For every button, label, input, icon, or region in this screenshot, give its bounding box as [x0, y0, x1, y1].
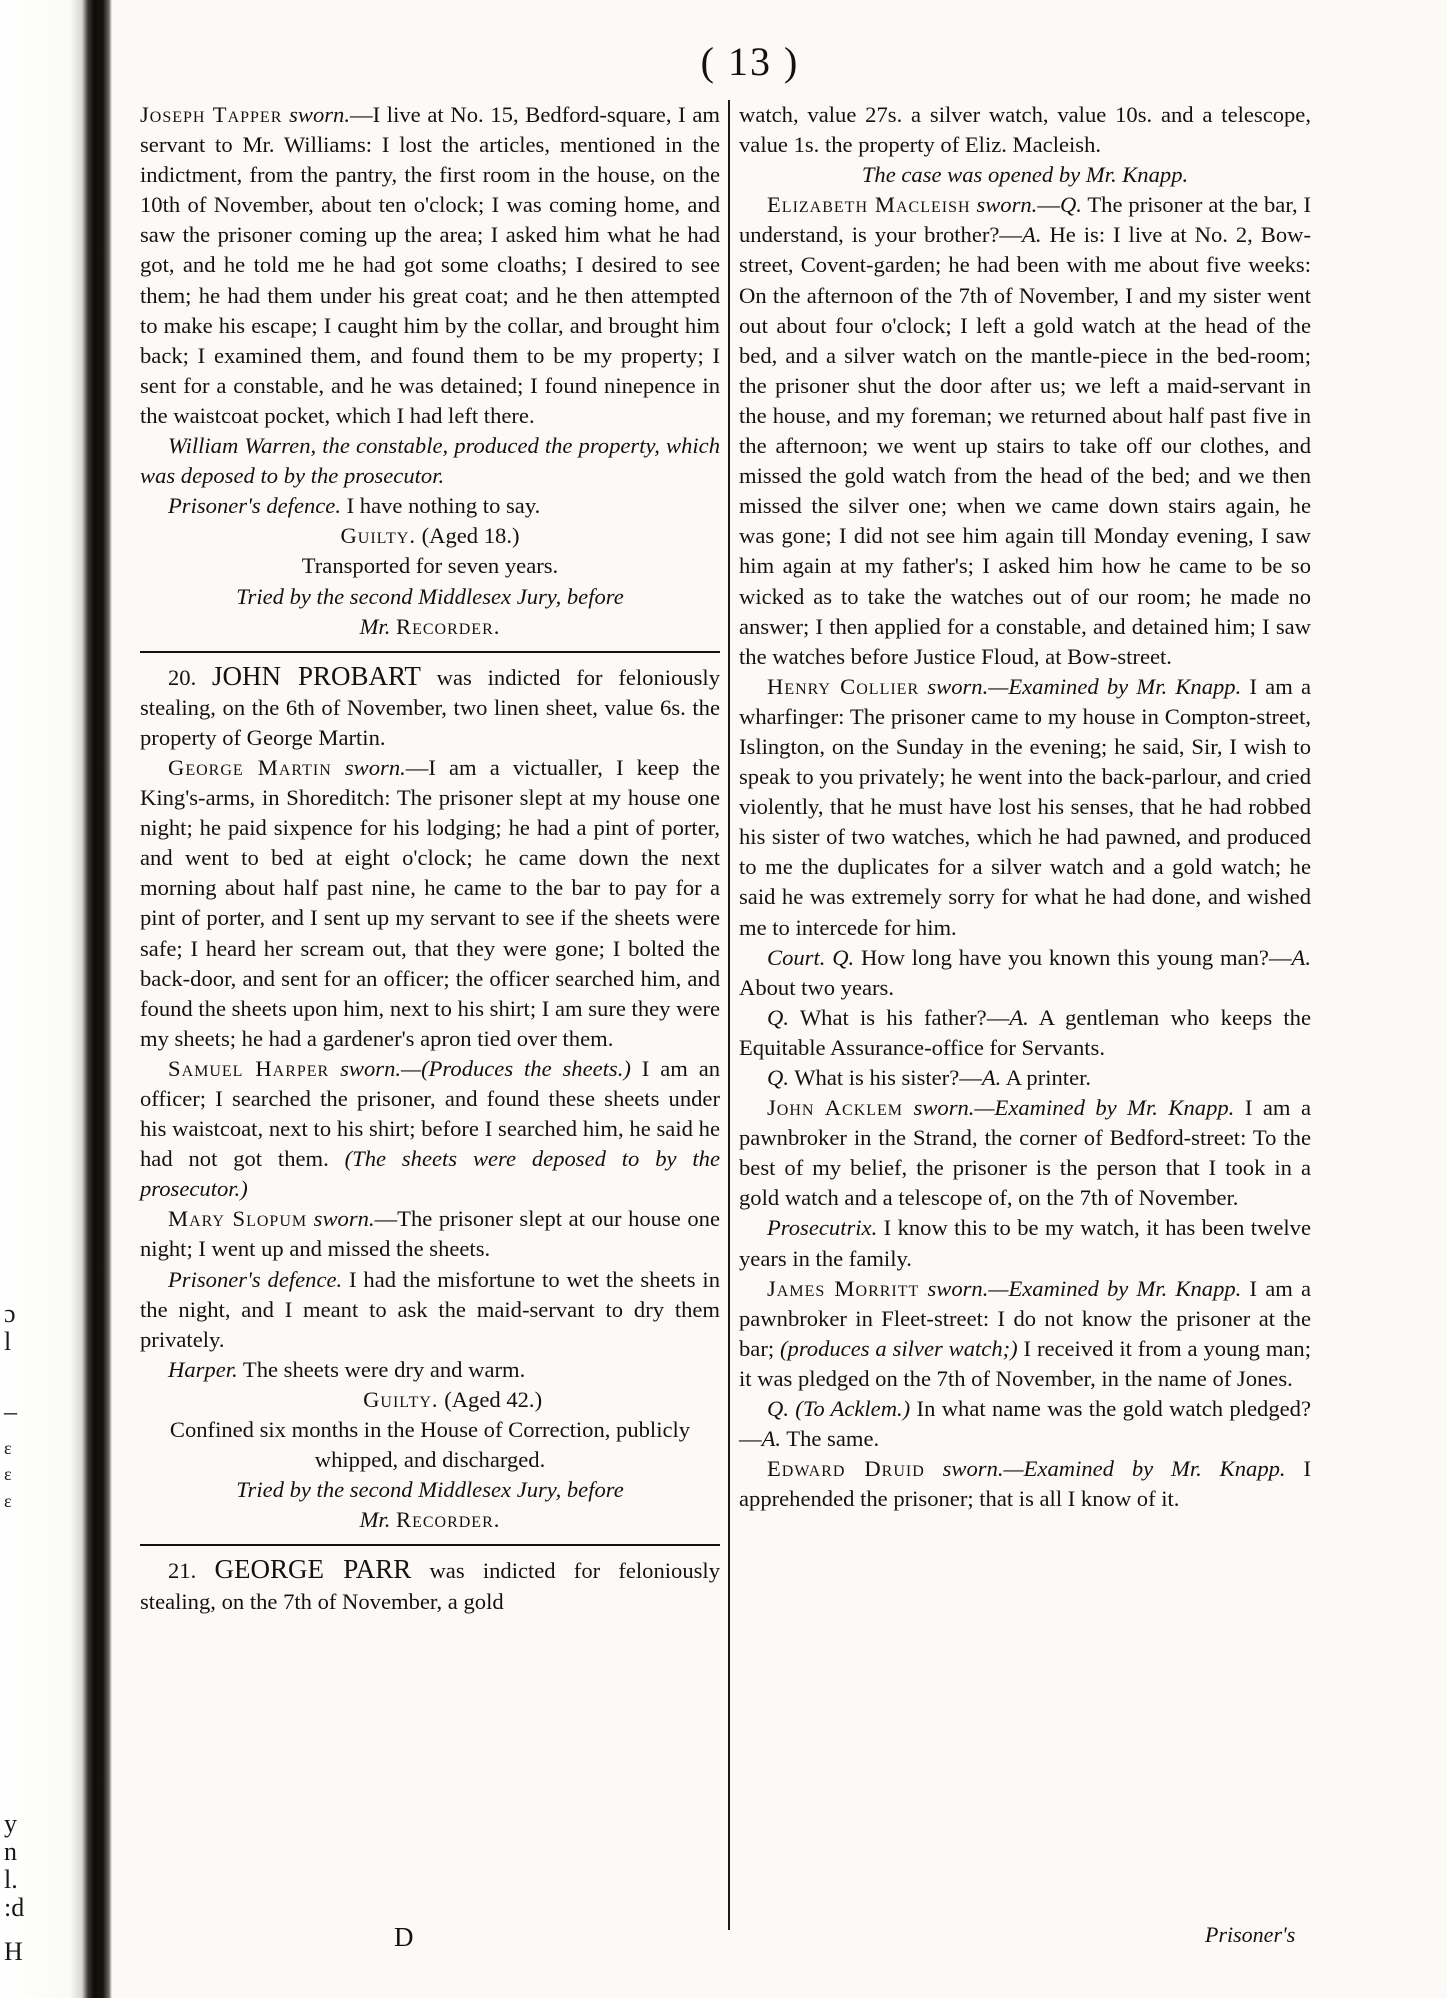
- left-paragraph: Mr. Recorder.: [359, 613, 501, 639]
- gutter-mark: n: [4, 1837, 17, 1866]
- gutter-mark: y: [4, 1809, 17, 1838]
- left-paragraph: Tried by the second Middlesex Jury, before: [236, 583, 624, 609]
- left-paragraph: Harper. The sheets were dry and warm.: [168, 1356, 526, 1382]
- left-paragraph: Mr. Recorder.: [359, 1507, 501, 1533]
- right-paragraph: Court. Q. How long have you known this young man?—A. About two years.: [739, 944, 1311, 1000]
- gutter-mark: l: [4, 1327, 12, 1356]
- right-paragraph: Henry Collier sworn.—Examined by Mr. Knapp. I am a wharfinger: The prisoner came to my house in Compton-street, Islington, on the Sunday in the evening; he said, Sir, I wish to speak to you privately; he went into the back-parlour, and cried violently, that he must have lost his senses, that he had robbed his sister of two watches, which he had pawned, and produced to me the duplicates for a silver watch and a gold watch; he said he was extremely sorry for what he had done, and wished me to intercede for him.: [739, 673, 1311, 940]
- gutter-mark: :d: [4, 1893, 25, 1922]
- right-paragraph: Prosecutrix. I know this to be my watch, it has been twelve years in the family.: [739, 1215, 1311, 1271]
- left-paragraph: Confined six months in the House of Correction, publicly whipped, and discharged.: [169, 1417, 691, 1473]
- right-paragraph: Edward Druid sworn.—Examined by Mr. Knapp. I apprehended the prisoner; that is all I know of it.: [739, 1456, 1311, 1512]
- left-paragraph: Joseph Tapper sworn.—I live at No. 15, Bedford-square, I am servant to Mr. Williams: I lost the articles, mentioned in the indictment, from the pantry, the first room in the house, on the 10th of November, about ten o'clock; I was coming home, and saw the prisoner coming up the area; I asked him what he had got, and he told me he had got some cloaths; I desired to see them; he had them under his great coat; and he then attempted to make his escape; I caught him by the collar, and brought him back; I examined them, and found them to be my property; I sent for a constable, and he was detained; I found ninepence in the waistcoat pocket, which I had left there.: [140, 102, 720, 428]
- gutter-mark: ɛ: [4, 1438, 12, 1458]
- left-paragraph: Tried by the second Middlesex Jury, before: [236, 1477, 624, 1503]
- binding-gutter: [0, 0, 112, 1998]
- right-paragraph: Q. What is his father?—A. A gentleman who keeps the Equitable Assurance-office for Servants.: [739, 1004, 1311, 1060]
- gutter-mark: ɛ: [4, 1464, 12, 1484]
- left-paragraph: Transported for seven years.: [301, 553, 559, 579]
- left-paragraph: Mary Slopum sworn.—The prisoner slept at our house one night; I went up and missed the sheets.: [140, 1206, 720, 1262]
- left-paragraph: George Martin sworn.—I am a victualler, I keep the King's-arms, in Shoreditch: The prisoner slept at my house one night; he paid sixpence for his lodging; he had a pint of porter, and went to bed at eight o'clock; he came down the next morning about half past nine, he came to the bar to pay for a pint of porter, and I sent up my servant to see if the sheets were safe; I heard her scream out, that they were gone; I bolted the back-door, and sent for an officer; the officer searched him, and found the sheets upon him, next to his shirt; I am sure they were my sheets; he had a gardener's apron tied over them.: [140, 754, 720, 1051]
- gutter-mark: H: [4, 1937, 23, 1966]
- left-paragraph: Guilty. (Aged 42.): [363, 1386, 543, 1412]
- right-column: [739, 100, 1311, 1514]
- column-divider: [728, 100, 730, 1930]
- right-paragraph: John Acklem sworn.—Examined by Mr. Knapp. I am a pawnbroker in the Strand, the corner of Bedford-street: To the best of my belief, the prisoner is the person that I took in a gold watch and a telescope of, on the 7th of November.: [739, 1095, 1311, 1211]
- right-paragraph: James Morritt sworn.—Examined by Mr. Knapp. I am a pawnbroker in Fleet-street: I do not know the prisoner at the bar; (produces a silver watch;) I received it from a young man; it was pledged on the 7th of November, in the name of Jones.: [739, 1275, 1312, 1391]
- left-paragraph: Prisoner's defence. I have nothing to say.: [168, 493, 541, 519]
- right-paragraph: watch, value 27s. a silver watch, value 10s. and a telescope, value 1s. the property of Eliz. Macleish.: [739, 102, 1311, 158]
- left-column: [140, 100, 720, 1617]
- section-rule: [140, 1544, 720, 1546]
- right-paragraph: Q. (To Acklem.) In what name was the gold watch pledged?—A. The same.: [739, 1396, 1311, 1452]
- signature-mark: D: [394, 1922, 414, 1952]
- left-paragraph: William Warren, the constable, produced the property, which was deposed to by the prosecutor.: [140, 433, 720, 489]
- right-paragraph: Elizabeth Macleish sworn.—Q. The prisoner at the bar, I understand, is your brother?—A. He is: I live at No. 2, Bow-street, Covent-garden; he had been with me about five weeks: On the afternoon of the 7th of November, I and my sister went out about four o'clock; I left a gold watch at the head of the bed, and a silver watch on the mantle-piece in the bed-room; the prisoner shut the door after us; we left a maid-servant in the house, and my foreman; we returned about half past five in the afternoon; we went up stairs to take off our clothes, and missed the gold watch from the head of the bed; and we then missed the silver one; when we came down stairs again, he was gone; I did not see him again till Monday evening, I saw him again at my father's; I asked him how he came to be so wicked as to take the watches out of our room; he made no answer; I then applied for a constable, and detained him; I saw the watches before Justice Floud, at Bow-street.: [739, 192, 1312, 669]
- catchword: Prisoner's: [1205, 1922, 1296, 1947]
- left-paragraph: 20. JOHN PROBART was indicted for feloniously stealing, on the 6th of November, two linen sheet, value 6s. the property of George Martin.: [140, 660, 721, 750]
- section-rule: [140, 651, 720, 653]
- page-number: ( 13 ): [700, 39, 800, 84]
- gutter-mark: ɔ: [4, 1299, 16, 1328]
- gutter-mark: ɛ: [4, 1491, 12, 1511]
- right-paragraph: Q. What is his sister?—A. A printer.: [767, 1065, 1092, 1090]
- right-paragraph: The case was opened by Mr. Knapp.: [861, 162, 1189, 188]
- left-paragraph: Guilty. (Aged 18.): [340, 523, 520, 549]
- left-paragraph: 21. GEORGE PARR was indicted for feloniously stealing, on the 7th of November, a gold: [140, 1554, 721, 1614]
- gutter-mark: –: [4, 1397, 17, 1426]
- left-paragraph: Samuel Harper sworn.—(Produces the sheets.) I am an officer; I searched the prisoner, and found these sheets under his waistcoat, next to his shirt; before I searched him, he said he had not got them. (The sheets were deposed to by the prosecutor.): [140, 1055, 721, 1202]
- gutter-mark: l.: [4, 1865, 18, 1894]
- left-paragraph: Prisoner's defence. I had the misfortune to wet the sheets in the night, and I meant to ask the maid-servant to dry them privately.: [140, 1266, 721, 1352]
